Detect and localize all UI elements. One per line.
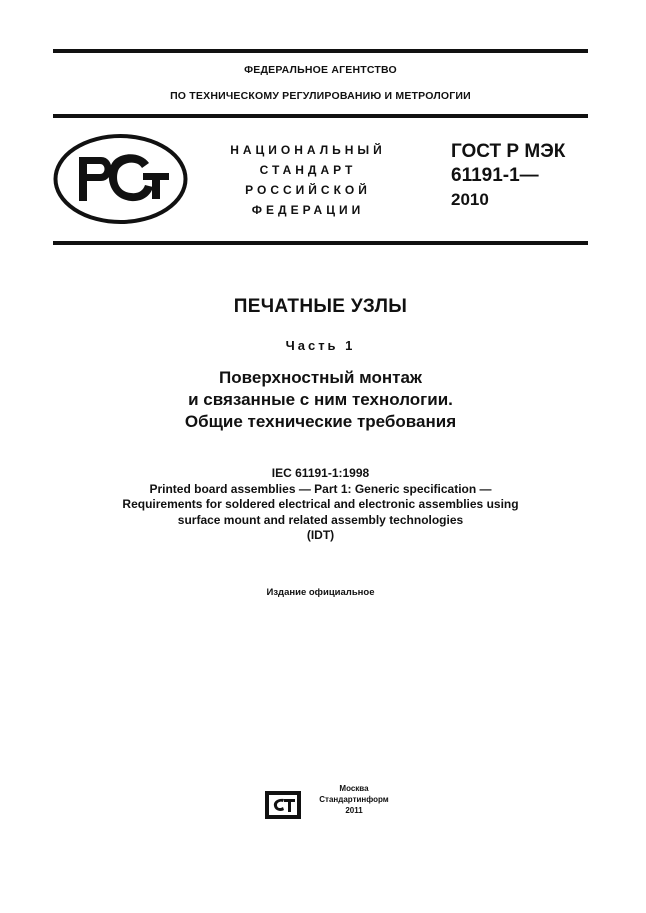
document-subtitle [53,367,588,433]
document-part: Часть 1 [285,338,356,353]
national-line-1: НАЦИОНАЛЬНЫЙ [230,143,386,157]
designation-year: 2010 [451,190,489,209]
publisher-name: Стандартинформ [319,795,389,804]
national-line-2: СТАНДАРТ [259,163,357,177]
iec-line-1: IEC 61191-1:1998 [271,466,370,480]
edition-label: Издание официальное [266,587,375,598]
agency-name-line-1: ФЕДЕРАЛЬНОЕ АГЕНТСТВО [244,64,397,76]
header-rule [53,114,588,118]
standartinform-logo-icon [264,790,302,820]
subtitle-line-3: Общие технические требования [184,412,457,431]
national-line-3: РОССИЙСКОЙ [245,183,371,197]
rst-certification-mark-icon [53,133,188,225]
publisher-year: 2011 [345,806,363,815]
publisher-info [306,783,402,816]
designation-line-2: 61191-1— [451,165,539,186]
iec-line-5: (IDT) [306,528,335,542]
top-rule [53,49,588,53]
designation-line-1: ГОСТ Р МЭК [451,141,566,162]
subtitle-line-1: Поверхностный монтаж [219,368,422,387]
document-title: ПЕЧАТНЫЕ УЗЛЫ [233,296,408,317]
subtitle-line-2: и связанные с ним технологии. [188,390,453,409]
iec-line-3: Requirements for soldered electrical and electronic assemblies using [122,497,519,511]
standard-designation [451,140,601,212]
standard-block-rule [53,241,588,245]
national-standard-label [218,140,398,220]
iec-line-4: surface mount and related assembly technologies [177,512,464,527]
iec-reference [53,466,588,544]
national-line-4: ФЕДЕРАЦИИ [251,203,365,217]
agency-name-line-2: ПО ТЕХНИЧЕСКОМУ РЕГУЛИРОВАНИЮ И МЕТРОЛОГИИ [170,90,471,102]
iec-line-2: Printed board assemblies — Part 1: Generic specification — [149,481,492,496]
publisher-city: Москва [339,784,369,793]
